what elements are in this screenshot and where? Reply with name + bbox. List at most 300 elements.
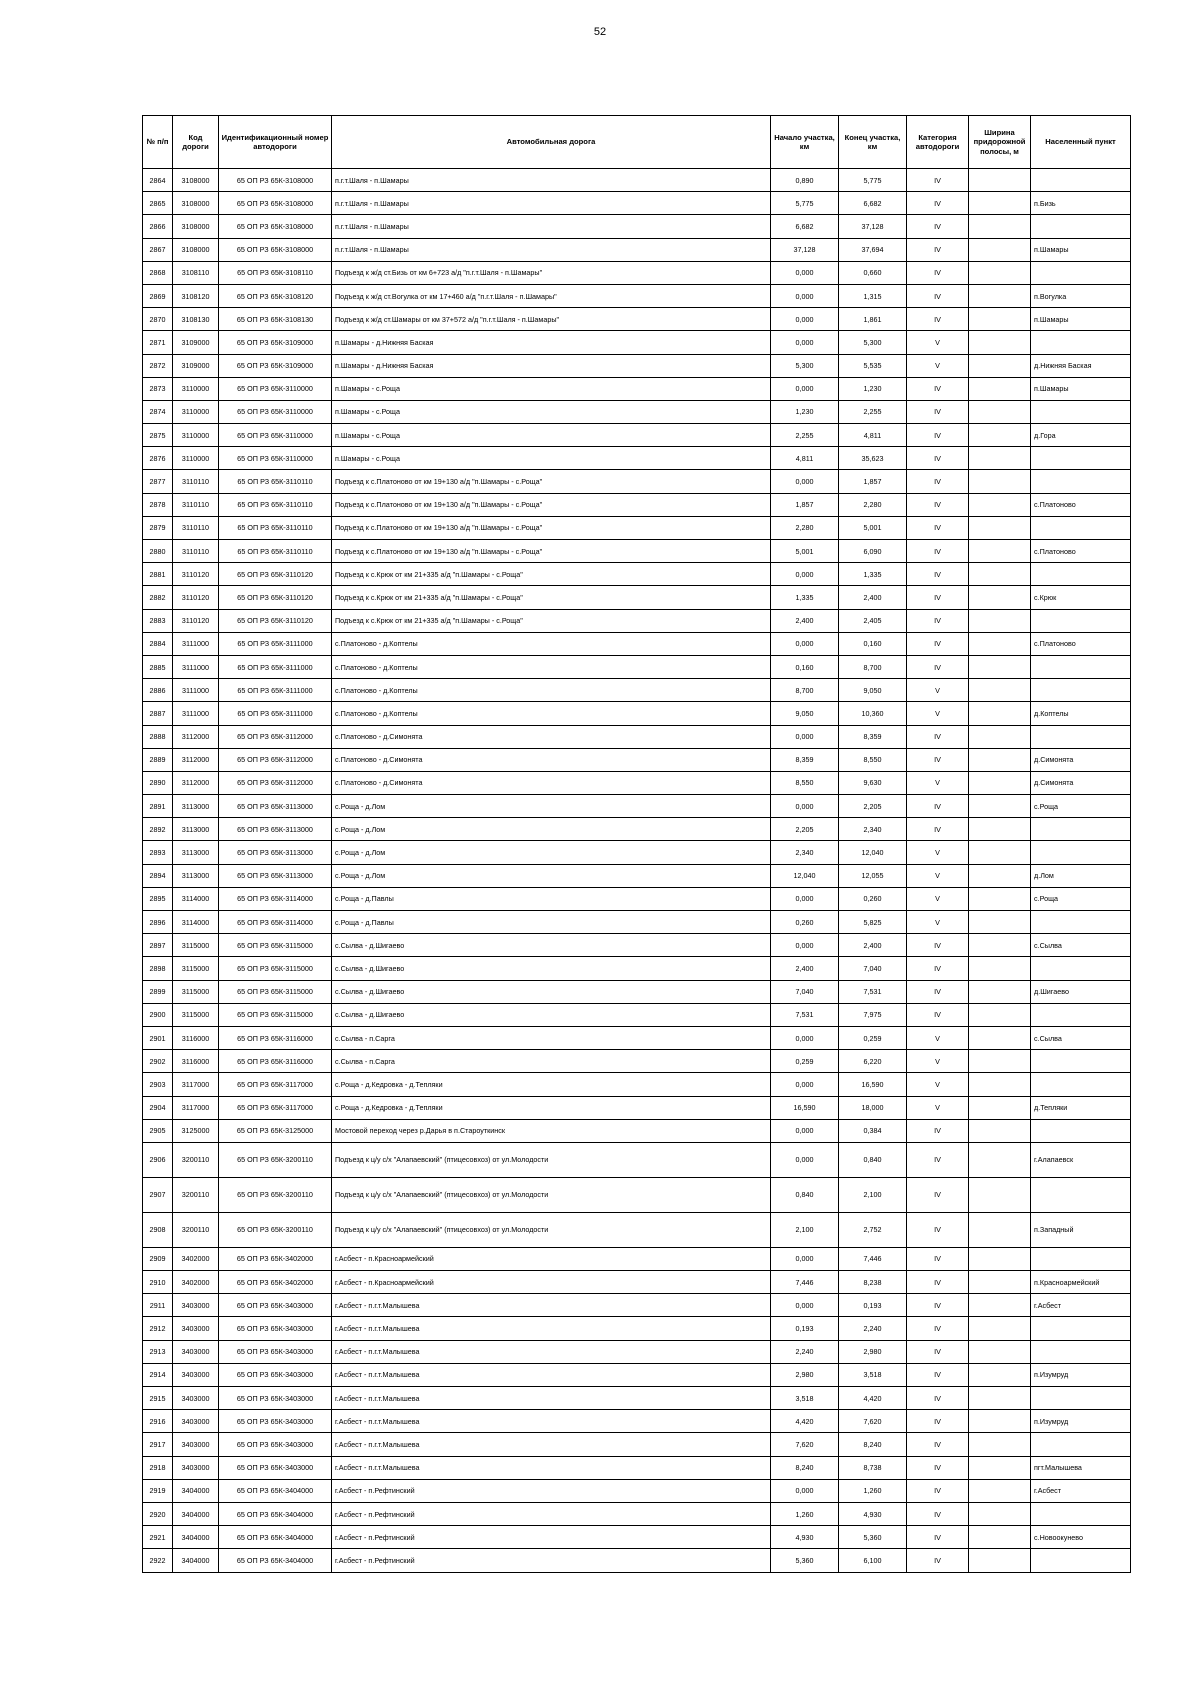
road-name: п.Шамары - с.Роща [332,377,771,400]
header-road-name: Автомобильная дорога [332,116,771,169]
section-end-km: 37,128 [839,215,907,238]
row-number: 2904 [143,1096,173,1119]
section-start-km: 2,205 [771,818,839,841]
identification-number: 65 ОП РЗ 65К-3110110 [219,516,332,539]
road-code: 3115000 [173,980,219,1003]
roadside-width [969,887,1031,910]
road-name: Подъезд к с.Платоново от км 19+130 а/д "п.Шамары - с.Роща" [332,540,771,563]
table-row [143,934,1131,957]
road-code: 3113000 [173,818,219,841]
settlement [1031,911,1131,934]
settlement: п.Шамары [1031,308,1131,331]
roadside-width [969,1096,1031,1119]
section-end-km: 5,825 [839,911,907,934]
identification-number: 65 ОП РЗ 65К-3110120 [219,563,332,586]
road-name: г.Асбест - п.г.т.Малышева [332,1317,771,1340]
section-start-km: 0,000 [771,261,839,284]
section-start-km: 0,000 [771,284,839,307]
identification-number: 65 ОП РЗ 65К-3403000 [219,1387,332,1410]
row-number: 2900 [143,1003,173,1026]
roadside-width [969,795,1031,818]
settlement: д.Нижняя Баская [1031,354,1131,377]
identification-number: 65 ОП РЗ 65К-3404000 [219,1502,332,1525]
road-name: Подъезд к ж/д ст.Шамары от км 37+572 а/д "п.г.т.Шаля - п.Шамары" [332,308,771,331]
section-end-km: 2,100 [839,1177,907,1212]
roadside-width [969,1387,1031,1410]
road-category: IV [907,1003,969,1026]
road-name: п.г.т.Шаля - п.Шамары [332,169,771,192]
roadside-width [969,1003,1031,1026]
section-start-km: 9,050 [771,702,839,725]
roadside-width [969,1073,1031,1096]
road-name: п.Шамары - д.Нижняя Баская [332,354,771,377]
row-number: 2906 [143,1142,173,1177]
road-category: IV [907,1479,969,1502]
section-end-km: 8,738 [839,1456,907,1479]
row-number: 2877 [143,470,173,493]
settlement: п.Вогулка [1031,284,1131,307]
road-code: 3110000 [173,400,219,423]
section-start-km: 2,400 [771,957,839,980]
identification-number: 65 ОП РЗ 65К-3404000 [219,1549,332,1572]
road-name: Подъезд к с.Платоново от км 19+130 а/д "п.Шамары - с.Роща" [332,493,771,516]
roads-table [142,115,1131,1573]
road-name: г.Асбест - п.г.т.Малышева [332,1363,771,1386]
row-number: 2915 [143,1387,173,1410]
roadside-width [969,679,1031,702]
section-start-km: 5,360 [771,1549,839,1572]
section-start-km: 0,193 [771,1317,839,1340]
section-start-km: 8,700 [771,679,839,702]
road-name: с.Сылва - д.Шигаево [332,957,771,980]
table-row [143,632,1131,655]
road-category: V [907,771,969,794]
road-category: IV [907,1271,969,1294]
road-name: Подъезд к с.Платоново от км 19+130 а/д "п.Шамары - с.Роща" [332,516,771,539]
road-name: г.Асбест - п.Красноармейский [332,1247,771,1270]
settlement: д.Симонята [1031,748,1131,771]
header-identification-number: Идентификационный номер автодороги [219,116,332,169]
roadside-width [969,609,1031,632]
section-end-km: 0,160 [839,632,907,655]
identification-number: 65 ОП РЗ 65К-3113000 [219,795,332,818]
table-row [143,655,1131,678]
road-category: IV [907,516,969,539]
identification-number: 65 ОП РЗ 65К-3404000 [219,1526,332,1549]
road-category: IV [907,1317,969,1340]
road-category: V [907,911,969,934]
settlement [1031,725,1131,748]
settlement [1031,609,1131,632]
identification-number: 65 ОП РЗ 65К-3112000 [219,748,332,771]
road-code: 3111000 [173,679,219,702]
section-end-km: 2,752 [839,1212,907,1247]
settlement [1031,1317,1131,1340]
section-end-km: 1,857 [839,470,907,493]
roadside-width [969,864,1031,887]
identification-number: 65 ОП РЗ 65К-3110110 [219,540,332,563]
row-number: 2882 [143,586,173,609]
section-start-km: 0,000 [771,1247,839,1270]
row-number: 2920 [143,1502,173,1525]
table-row [143,1387,1131,1410]
row-number: 2866 [143,215,173,238]
road-name: с.Роща - д.Лом [332,864,771,887]
settlement [1031,1003,1131,1026]
road-name: с.Платоново - д.Коптелы [332,702,771,725]
roadside-width [969,1433,1031,1456]
row-number: 2913 [143,1340,173,1363]
roadside-width [969,1363,1031,1386]
table-row [143,1073,1131,1096]
identification-number: 65 ОП РЗ 65К-3109000 [219,331,332,354]
row-number: 2888 [143,725,173,748]
section-end-km: 2,240 [839,1317,907,1340]
row-number: 2873 [143,377,173,400]
road-category: IV [907,470,969,493]
settlement: п.Шамары [1031,238,1131,261]
road-code: 3403000 [173,1294,219,1317]
roadside-width [969,1247,1031,1270]
identification-number: 65 ОП РЗ 65К-3108000 [219,169,332,192]
road-category: IV [907,261,969,284]
header-section-end: Конец участка, км [839,116,907,169]
road-code: 3108120 [173,284,219,307]
section-end-km: 2,400 [839,586,907,609]
section-end-km: 12,055 [839,864,907,887]
road-code: 3117000 [173,1096,219,1119]
table-row [143,911,1131,934]
roadside-width [969,261,1031,284]
settlement [1031,1073,1131,1096]
header-roadside-width: Ширина придорожной полосы, м [969,116,1031,169]
settlement: д.Лом [1031,864,1131,887]
road-name: г.Асбест - п.Рефтинский [332,1549,771,1572]
road-category: IV [907,1119,969,1142]
road-category: IV [907,540,969,563]
road-code: 3112000 [173,725,219,748]
road-code: 3115000 [173,934,219,957]
section-start-km: 1,857 [771,493,839,516]
row-number: 2874 [143,400,173,423]
identification-number: 65 ОП РЗ 65К-3114000 [219,887,332,910]
row-number: 2885 [143,655,173,678]
roadside-width [969,400,1031,423]
roadside-width [969,1212,1031,1247]
row-number: 2910 [143,1271,173,1294]
settlement [1031,1050,1131,1073]
roadside-width [969,1271,1031,1294]
roadside-width [969,354,1031,377]
road-category: IV [907,377,969,400]
identification-number: 65 ОП РЗ 65К-3110000 [219,447,332,470]
row-number: 2880 [143,540,173,563]
road-name: г.Асбест - п.г.т.Малышева [332,1294,771,1317]
section-start-km: 0,000 [771,1479,839,1502]
section-end-km: 2,205 [839,795,907,818]
roadside-width [969,1026,1031,1049]
road-code: 3114000 [173,887,219,910]
settlement: п.Западный [1031,1212,1131,1247]
table-row [143,192,1131,215]
table-row [143,470,1131,493]
roadside-width [969,957,1031,980]
road-name: п.Шамары - д.Нижняя Баская [332,331,771,354]
section-end-km: 0,384 [839,1119,907,1142]
roadside-width [969,1317,1031,1340]
road-category: IV [907,238,969,261]
section-start-km: 0,000 [771,331,839,354]
section-end-km: 35,623 [839,447,907,470]
road-name: с.Сылва - д.Шигаево [332,1003,771,1026]
row-number: 2869 [143,284,173,307]
road-category: V [907,864,969,887]
road-code: 3110120 [173,609,219,632]
table-row [143,1433,1131,1456]
roadside-width [969,748,1031,771]
table-row [143,725,1131,748]
settlement: с.Сылва [1031,934,1131,957]
table-row [143,1177,1131,1212]
roadside-width [969,632,1031,655]
road-name: с.Платоново - д.Коптелы [332,632,771,655]
identification-number: 65 ОП РЗ 65К-3117000 [219,1096,332,1119]
table-row [143,1003,1131,1026]
roadside-width [969,215,1031,238]
road-code: 3404000 [173,1526,219,1549]
row-number: 2867 [143,238,173,261]
section-end-km: 1,335 [839,563,907,586]
identification-number: 65 ОП РЗ 65К-3108000 [219,215,332,238]
identification-number: 65 ОП РЗ 65К-3113000 [219,818,332,841]
road-name: Подъезд к с.Платоново от км 19+130 а/д "п.Шамары - с.Роща" [332,470,771,493]
road-code: 3116000 [173,1050,219,1073]
road-name: Подъезд к ц/у с/х "Алапаевский" (птицесовхоз) от ул.Молодости [332,1212,771,1247]
row-number: 2887 [143,702,173,725]
settlement: с.Роща [1031,887,1131,910]
section-start-km: 0,000 [771,308,839,331]
table-row [143,748,1131,771]
section-end-km: 3,518 [839,1363,907,1386]
road-category: IV [907,1456,969,1479]
table-row [143,1247,1131,1270]
row-number: 2865 [143,192,173,215]
identification-number: 65 ОП РЗ 65К-3111000 [219,632,332,655]
settlement [1031,470,1131,493]
section-start-km: 12,040 [771,864,839,887]
section-start-km: 7,531 [771,1003,839,1026]
identification-number: 65 ОП РЗ 65К-3111000 [219,655,332,678]
row-number: 2872 [143,354,173,377]
road-category: IV [907,1549,969,1572]
table-row [143,215,1131,238]
road-code: 3108110 [173,261,219,284]
identification-number: 65 ОП РЗ 65К-3113000 [219,841,332,864]
section-start-km: 2,100 [771,1212,839,1247]
settlement: г.Асбест [1031,1479,1131,1502]
roadside-width [969,377,1031,400]
road-category: IV [907,1410,969,1433]
section-end-km: 5,300 [839,331,907,354]
settlement: п.Красноармейский [1031,1271,1131,1294]
section-start-km: 4,811 [771,447,839,470]
section-end-km: 6,682 [839,192,907,215]
road-category: IV [907,818,969,841]
header-settlement: Населенный пункт [1031,116,1131,169]
row-number: 2917 [143,1433,173,1456]
table-row [143,702,1131,725]
table-row [143,493,1131,516]
row-number: 2921 [143,1526,173,1549]
road-name: с.Сылва - п.Сарга [332,1050,771,1073]
section-end-km: 18,000 [839,1096,907,1119]
row-number: 2864 [143,169,173,192]
road-code: 3108130 [173,308,219,331]
section-end-km: 5,360 [839,1526,907,1549]
identification-number: 65 ОП РЗ 65К-3115000 [219,1003,332,1026]
road-name: Подъезд к ж/д ст.Вогулка от км 17+460 а/д "п.г.т.Шаля - п.Шамары" [332,284,771,307]
road-category: IV [907,1363,969,1386]
row-number: 2914 [143,1363,173,1386]
section-start-km: 4,420 [771,1410,839,1433]
settlement [1031,818,1131,841]
section-start-km: 5,775 [771,192,839,215]
road-name: с.Платоново - д.Симонята [332,748,771,771]
section-end-km: 2,340 [839,818,907,841]
road-name: Подъезд к ц/у с/х "Алапаевский" (птицесовхоз) от ул.Молодости [332,1142,771,1177]
identification-number: 65 ОП РЗ 65К-3115000 [219,957,332,980]
settlement: г.Асбест [1031,1294,1131,1317]
settlement [1031,169,1131,192]
row-number: 2889 [143,748,173,771]
table-row [143,864,1131,887]
section-end-km: 16,590 [839,1073,907,1096]
section-start-km: 2,255 [771,424,839,447]
road-category: IV [907,424,969,447]
section-end-km: 2,980 [839,1340,907,1363]
roadside-width [969,1456,1031,1479]
identification-number: 65 ОП РЗ 65К-3114000 [219,911,332,934]
roadside-width [969,725,1031,748]
road-code: 3110110 [173,516,219,539]
settlement [1031,261,1131,284]
identification-number: 65 ОП РЗ 65К-3112000 [219,725,332,748]
table-row [143,1363,1131,1386]
section-start-km: 0,000 [771,1142,839,1177]
roadside-width [969,540,1031,563]
row-number: 2922 [143,1549,173,1572]
identification-number: 65 ОП РЗ 65К-3110120 [219,609,332,632]
section-start-km: 0,000 [771,795,839,818]
roadside-width [969,1549,1031,1572]
section-end-km: 10,360 [839,702,907,725]
roadside-width [969,818,1031,841]
identification-number: 65 ОП РЗ 65К-3200110 [219,1212,332,1247]
road-category: V [907,1026,969,1049]
section-end-km: 8,359 [839,725,907,748]
section-end-km: 12,040 [839,841,907,864]
row-number: 2905 [143,1119,173,1142]
road-category: IV [907,586,969,609]
road-name: с.Роща - д.Павлы [332,911,771,934]
section-end-km: 1,315 [839,284,907,307]
identification-number: 65 ОП РЗ 65К-3200110 [219,1177,332,1212]
section-start-km: 0,259 [771,1050,839,1073]
row-number: 2899 [143,980,173,1003]
roadside-width [969,1177,1031,1212]
identification-number: 65 ОП РЗ 65К-3110110 [219,493,332,516]
identification-number: 65 ОП РЗ 65К-3108120 [219,284,332,307]
identification-number: 65 ОП РЗ 65К-3110110 [219,470,332,493]
table-row [143,169,1131,192]
roadside-width [969,1294,1031,1317]
section-start-km: 2,400 [771,609,839,632]
settlement: д.Тепляки [1031,1096,1131,1119]
road-name: г.Асбест - п.г.т.Малышева [332,1410,771,1433]
roadside-width [969,586,1031,609]
section-end-km: 2,405 [839,609,907,632]
road-category: V [907,1096,969,1119]
road-name: г.Асбест - п.Рефтинский [332,1479,771,1502]
identification-number: 65 ОП РЗ 65К-3116000 [219,1050,332,1073]
road-code: 3110110 [173,470,219,493]
road-name: г.Асбест - п.г.т.Малышева [332,1387,771,1410]
road-category: IV [907,447,969,470]
section-start-km: 0,000 [771,1026,839,1049]
road-code: 3403000 [173,1433,219,1456]
road-name: с.Сылва - п.Сарга [332,1026,771,1049]
section-start-km: 7,040 [771,980,839,1003]
road-code: 3108000 [173,215,219,238]
identification-number: 65 ОП РЗ 65К-3108000 [219,192,332,215]
section-end-km: 37,694 [839,238,907,261]
row-number: 2884 [143,632,173,655]
table-row [143,1479,1131,1502]
road-category: IV [907,1142,969,1177]
section-end-km: 7,531 [839,980,907,1003]
table-row [143,818,1131,841]
table-header [143,116,1131,169]
road-category: V [907,887,969,910]
road-category: IV [907,1294,969,1317]
identification-number: 65 ОП РЗ 65К-3113000 [219,864,332,887]
settlement: с.Платоново [1031,493,1131,516]
road-category: IV [907,308,969,331]
identification-number: 65 ОП РЗ 65К-3110000 [219,424,332,447]
row-number: 2870 [143,308,173,331]
settlement: пгт.Малышева [1031,1456,1131,1479]
section-start-km: 0,260 [771,911,839,934]
row-number: 2881 [143,563,173,586]
row-number: 2890 [143,771,173,794]
road-category: IV [907,1387,969,1410]
road-category: IV [907,1526,969,1549]
roadside-width [969,1502,1031,1525]
road-code: 3403000 [173,1410,219,1433]
table-body [143,169,1131,1573]
table-row [143,1212,1131,1247]
identification-number: 65 ОП РЗ 65К-3110120 [219,586,332,609]
section-end-km: 7,040 [839,957,907,980]
identification-number: 65 ОП РЗ 65К-3403000 [219,1410,332,1433]
road-category: V [907,679,969,702]
road-name: Мостовой переход через р.Дарья в п.Староуткинск [332,1119,771,1142]
road-code: 3111000 [173,702,219,725]
road-code: 3125000 [173,1119,219,1142]
road-category: IV [907,609,969,632]
section-start-km: 16,590 [771,1096,839,1119]
table-row [143,980,1131,1003]
